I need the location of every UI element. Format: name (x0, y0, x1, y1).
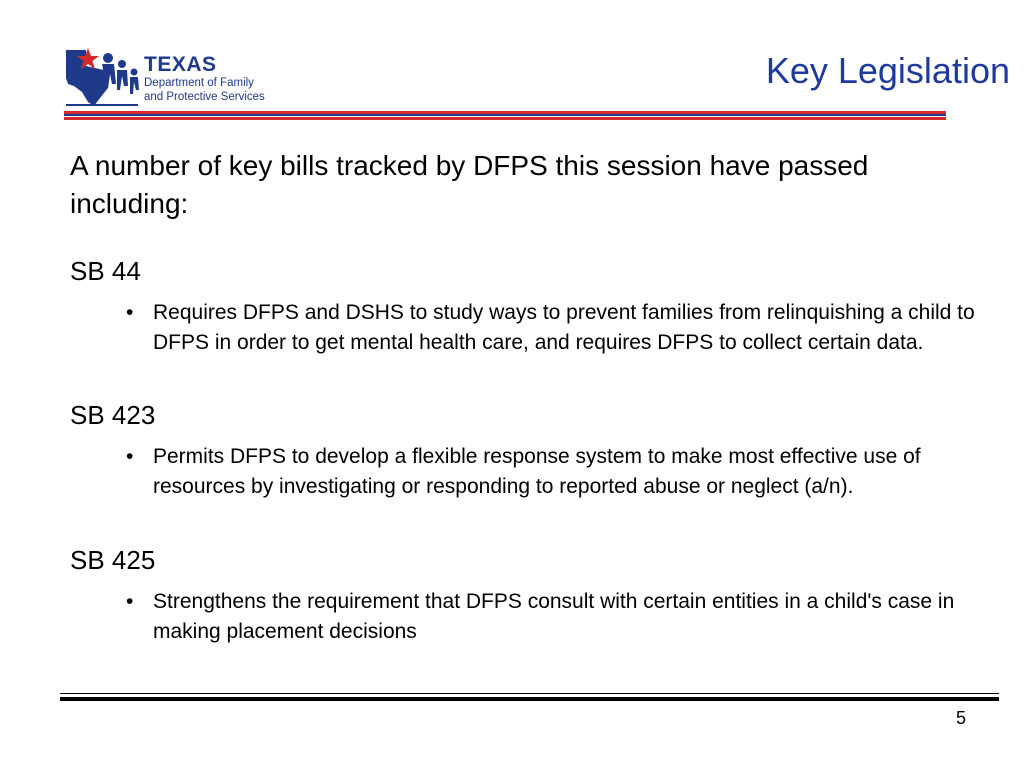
bullet-sb423 (126, 442, 986, 502)
logo-name: TEXAS (144, 53, 217, 76)
texas-star-family-icon (64, 44, 144, 110)
bullet-dot: • (126, 301, 134, 324)
bullet-text-sb44: Requires DFPS and DSHS to study ways to prevent families from relinquishing a child to DFPS in order to get mental health care, and requires DFPS to collect certain data. (153, 301, 975, 354)
bullet-sb44 (126, 298, 986, 358)
dfps-logo (64, 44, 264, 110)
footer-rule-thick (60, 697, 999, 701)
logo-subtitle-line2: and Protective Services (144, 91, 265, 103)
bullet-text-sb425: Strengthens the requirement that DFPS consult with certain entities in a child's case in making placement decisions (153, 590, 955, 643)
bullet-sb425 (126, 587, 986, 647)
header-rule-blue (64, 114, 946, 116)
section-heading-sb423: SB 423 (70, 400, 156, 430)
footer-rule-thin (60, 693, 999, 694)
bullet-text-sb423: Permits DFPS to develop a flexible response system to make most effective use of resources by investigating or responding to reported abuse or neglect (a/n). (153, 445, 921, 498)
header-rule-red-bottom (64, 117, 946, 120)
section-heading-sb44: SB 44 (70, 256, 141, 286)
intro-text: A number of key bills tracked by DFPS this session have passed including: (70, 150, 869, 219)
page-number: 5 (955, 708, 966, 728)
slide-title: Key Legislation (765, 50, 1010, 91)
bullet-dot: • (126, 445, 134, 468)
bullet-dot: • (126, 590, 134, 613)
section-heading-sb425: SB 425 (70, 545, 156, 575)
logo-subtitle-line1: Department of Family (144, 77, 254, 89)
